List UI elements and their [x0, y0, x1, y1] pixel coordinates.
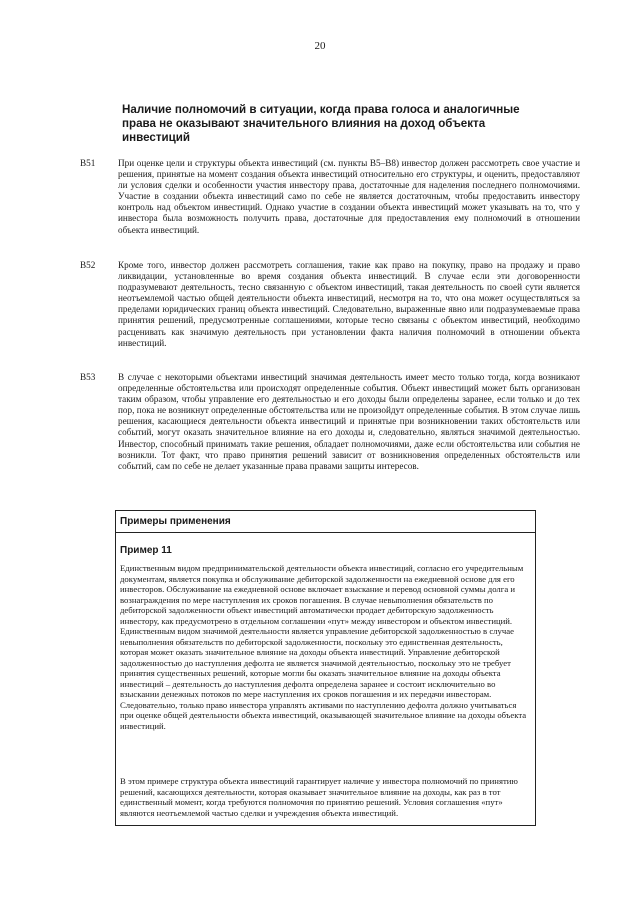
example-title: Пример 11: [120, 545, 172, 556]
paragraph-number: B53: [80, 372, 96, 382]
examples-heading: Примеры применения: [116, 511, 535, 533]
paragraph-b53: [80, 372, 580, 472]
paragraph-b51: [80, 158, 580, 236]
paragraph-b52: [80, 260, 580, 349]
paragraph-number: B51: [80, 158, 96, 168]
paragraph-number: B52: [80, 260, 96, 270]
section-heading: Наличие полномочий в ситуации, когда права голоса и аналогичные права не оказывают значительного влияния на доход объекта инвестиций: [122, 103, 520, 144]
examples-box: [115, 510, 536, 826]
page-number: 20: [314, 40, 326, 52]
paragraph-text: При оценке цели и структуры объекта инвестиций (см. пункты B5–B8) инвестор должен рассмотреть свое участие и решения, принятые на момент создания объекта инвестиций относительно его структуры, и оценить, предоставляют ли условия сделки и особенности участия инвестору права, достаточные для наделения последнего полномочиями. Участие в создании объекта инвестиций само по себе не является достаточным, чтобы предоставить инвестору контроль над объектом инвестиций. Однако участие в создании объекта инвестиций может указывать на то, что у инвестора была возможность получить права, достаточные для предоставления ему полномочий в отношении объекта инвестиций.: [118, 158, 580, 235]
paragraph-text: Кроме того, инвестор должен рассмотреть соглашения, такие как право на покупку, право на продажу и право ликвидации, установленные во время создания объекта инвестиций. В случае если эти договоренности подразумевают деятельность, тесно связанную с объектом инвестиций, такая деятельность по своей сути является неотъемлемой частью общей деятельности объекта инвестиций, несмотря на то, что она может осуществляться за пределами юридических границ объекта инвестиций. Следовательно, выраженные явно или подразумеваемые права принятия решений, предусмотренные соглашениями, которые тесно связаны с объектом инвестиций, необходимо расценивать как значимую деятельность при установлении факта наличия полномочий в отношении объекта инвестиций.: [118, 260, 580, 348]
example-conclusion: В этом примере структура объекта инвестиций гарантирует наличие у инвестора полномочий по принятию решений, касающихся деятельности, которая оказывает значительное влияние на доходы, как раз в тот единственный момент, когда требуются полномочия по принятию решений. Условия соглашения «пут» являются неотъемлемой частью сделки и учреждения объекта инвестиций.: [120, 776, 518, 818]
paragraph-text: В случае с некоторыми объектами инвестиций значимая деятельность имеет место только тогда, когда возникают определенные обстоятельства или происходят определенные события. Объект инвестиций может быть организован таким образом, чтобы управление его деятельностью и его доходы были определены заранее, если только и до тех пор, пока не возникнут определенные обстоятельства или не произойдут определенные события. В этом случае лишь решения, касающиеся деятельности объекта инвестиций и принятые при возникновении таких обстоятельств или событий, могут оказать значительное влияние на его доходы и, следовательно, являться значимой деятельностью. Инвестор, способный принимать такие решения, обладает полномочиями, даже если обстоятельства или события не возникли. Тот факт, что право принятия решений зависит от возникновения определенных обстоятельств или событий, сам по себе не делает указанные права правами защиты интересов.: [118, 372, 580, 471]
example-text: Единственным видом предпринимательской деятельности объекта инвестиций, согласно его учредительным документам, является покупка и обслуживание дебиторской задолженности на ежедневной основе для его инвесторов. Обслуживание на ежедневной основе включает взыскание и перевод основной суммы долга и вознаграждения по мере наступления их сроков погашения. В случае невыполнения обязательств по дебиторской задолженности объект инвестиций автоматически продает дебиторскую задолженность инвестору, как предусмотрено в отдельном соглашении «пут» между инвестором и объектом инвестиций. Единственным видом значимой деятельности является управление дебиторской задолженностью в случае невыполнения обязательств по дебиторской задолженности, поскольку это единственная деятельность, которая может оказать значительное влияние на доходы объекта инвестиций. Управление дебиторской задолженностью до наступления дефолта не является значимой деятельностью, поскольку это не требует принятия существенных решений, которые могли бы оказать значительное влияние на доходы объекта инвестиций – деятельность до наступления дефолта определена заранее и состоит исключительно во взыскании денежных потоков по мере наступления их сроков погашения и их передачи инвесторам. Следовательно, только право инвестора управлять активами по наступлению дефолта должно учитываться при оценке общей деятельности объекта инвестиций, оказывающей значительное влияние на доходы объекта инвестиций.: [120, 563, 527, 731]
